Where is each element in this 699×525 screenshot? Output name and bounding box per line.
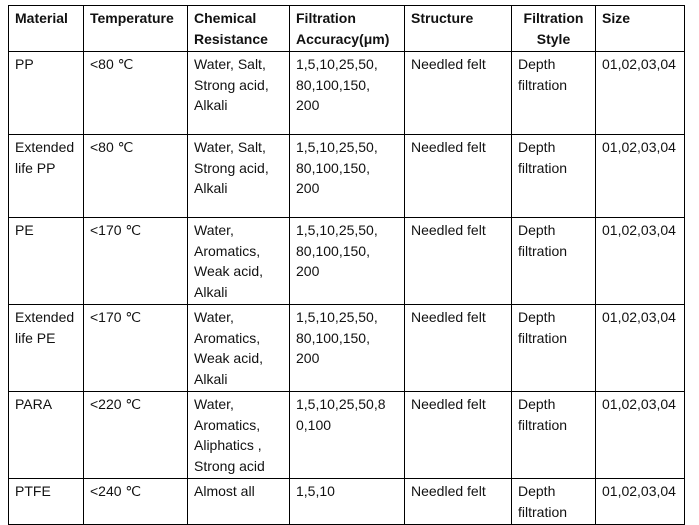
cell-structure: Needled felt xyxy=(405,305,512,392)
cell-size: 01,02,03,04 xyxy=(596,392,685,479)
header-filtration-style: Filtration Style xyxy=(512,6,596,52)
cell-size: 01,02,03,04 xyxy=(596,218,685,305)
header-structure: Structure xyxy=(405,6,512,52)
header-filtration-accuracy: Filtration Accuracy(μm) xyxy=(290,6,405,52)
cell-temperature: <170 ℃ xyxy=(84,305,188,392)
table-row xyxy=(9,305,685,392)
cell-material: PTFE xyxy=(9,479,84,525)
cell-filtration-accuracy: 1,5,10 xyxy=(290,479,405,525)
cell-filtration-style: Depth filtration xyxy=(512,218,596,305)
cell-structure: Needled felt xyxy=(405,135,512,218)
table-row xyxy=(9,135,685,218)
cell-chemical-resistance: Almost all xyxy=(188,479,290,525)
cell-size: 01,02,03,04 xyxy=(596,305,685,392)
cell-material: PARA xyxy=(9,392,84,479)
cell-material: Extended life PP xyxy=(9,135,84,218)
cell-chemical-resistance: Water, Aromatics, Weak acid, Alkali xyxy=(188,218,290,305)
cell-temperature: <80 ℃ xyxy=(84,52,188,135)
cell-structure: Needled felt xyxy=(405,218,512,305)
header-temperature: Temperature xyxy=(84,6,188,52)
cell-size: 01,02,03,04 xyxy=(596,479,685,525)
cell-chemical-resistance: Water, Aromatics, Aliphatics , Strong acid xyxy=(188,392,290,479)
cell-temperature: <220 ℃ xyxy=(84,392,188,479)
cell-temperature: <80 ℃ xyxy=(84,135,188,218)
cell-filtration-style: Depth filtration xyxy=(512,305,596,392)
cell-filtration-accuracy: 1,5,10,25,50, 80,100,150, 200 xyxy=(290,218,405,305)
cell-material: PP xyxy=(9,52,84,135)
cell-filtration-style: Depth filtration xyxy=(512,392,596,479)
filter-material-table xyxy=(8,5,685,525)
header-size: Size xyxy=(596,6,685,52)
table-header-row xyxy=(9,6,685,52)
table-row xyxy=(9,52,685,135)
cell-structure: Needled felt xyxy=(405,52,512,135)
cell-structure: Needled felt xyxy=(405,392,512,479)
cell-filtration-style: Depth filtration xyxy=(512,479,596,525)
cell-size: 01,02,03,04 xyxy=(596,52,685,135)
cell-filtration-accuracy: 1,5,10,25,50,8 0,100 xyxy=(290,392,405,479)
cell-filtration-style: Depth filtration xyxy=(512,52,596,135)
table-row xyxy=(9,479,685,525)
cell-filtration-style: Depth filtration xyxy=(512,135,596,218)
cell-filtration-accuracy: 1,5,10,25,50, 80,100,150, 200 xyxy=(290,135,405,218)
cell-size: 01,02,03,04 xyxy=(596,135,685,218)
cell-material: Extended life PE xyxy=(9,305,84,392)
cell-filtration-accuracy: 1,5,10,25,50, 80,100,150, 200 xyxy=(290,305,405,392)
cell-material: PE xyxy=(9,218,84,305)
cell-structure: Needled felt xyxy=(405,479,512,525)
cell-filtration-accuracy: 1,5,10,25,50, 80,100,150, 200 xyxy=(290,52,405,135)
table-row xyxy=(9,218,685,305)
cell-temperature: <240 ℃ xyxy=(84,479,188,525)
cell-chemical-resistance: Water, Salt, Strong acid, Alkali xyxy=(188,52,290,135)
table-row xyxy=(9,392,685,479)
cell-chemical-resistance: Water, Salt, Strong acid, Alkali xyxy=(188,135,290,218)
cell-temperature: <170 ℃ xyxy=(84,218,188,305)
header-chemical-resistance: Chemical Resistance xyxy=(188,6,290,52)
cell-chemical-resistance: Water, Aromatics, Weak acid, Alkali xyxy=(188,305,290,392)
header-material: Material xyxy=(9,6,84,52)
